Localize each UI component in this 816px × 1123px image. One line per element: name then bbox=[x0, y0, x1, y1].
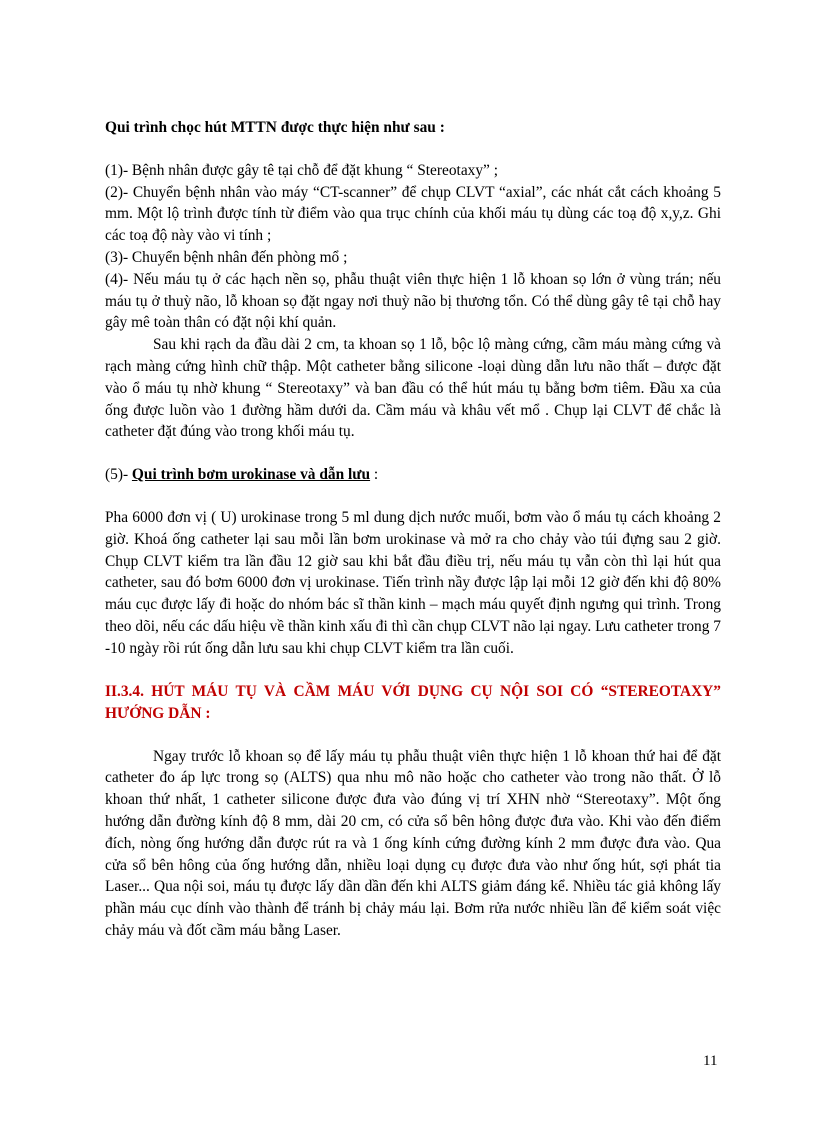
step-5-prefix: (5)- bbox=[105, 466, 132, 484]
spacer bbox=[105, 443, 721, 464]
document-page bbox=[105, 117, 721, 942]
step-5-label: Qui trình bơm urokinase và dẫn lưu bbox=[131, 466, 371, 484]
paragraph-urokinase: Pha 6000 đơn vị ( U) urokinase trong 5 ml dung dịch nước muối, bơm vào ổ máu tụ cách khoảng 2 giờ. Khoá ống catheter lại sau mỗi lần bơm urokinase và mở ra cho chảy vào túi đựng sau 2 giờ. Chụp CLVT kiểm tra lần đầu 12 giờ sau khi bắt đầu điều trị, nếu máu tụ vẫn còn thì lại hút qua catheter, sau đó bơm 6000 đơn vị urokinase. Tiến trình nầy được lập lại mỗi 12 giờ đến khi độ 80% máu cục được lấy đi hoặc do nhóm bác sĩ thần kinh – mạch máu quyết định ngưng qui trình. Trong theo dõi, nếu các dấu hiệu về thần kinh xấu đi thì cần chụp CLVT não lại ngay. Lưu catheter trong 7 -10 ngày rồi rút ống dẫn lưu sau khi chụp CLVT kiểm tra lần cuối. bbox=[105, 508, 721, 657]
section-heading: II.3.4. HÚT MÁU TỤ VÀ CẦM MÁU VỚI DỤNG CỤ NỘI SOI CÓ “STEREOTAXY” HƯỚNG DẪN : bbox=[105, 682, 721, 722]
step-4: (4)- Nếu máu tụ ở các hạch nền sọ, phẫu thuật viên thực hiện 1 lỗ khoan sọ lớn ở vùng trán; nếu máu tụ ở thuỳ não, lỗ khoan sọ đặt ngay nơi thuỳ não bị thương tổn. Có thể dùng gây tê tại chỗ hay gây mê toàn thân có đặt nội khí quản. bbox=[105, 270, 721, 332]
step-2: (2)- Chuyển bệnh nhân vào máy “CT-scanner” để chụp CLVT “axial”, các nhát cắt cách khoảng 5 mm. Một lộ trình được tính từ điểm vào qua trục chính của khối máu tụ dùng các toạ độ x,y,z. Ghi các toạ độ này vào vi tính ; bbox=[105, 183, 721, 245]
paragraph-surgery: Sau khi rạch da đầu dài 2 cm, ta khoan sọ 1 lỗ, bộc lộ màng cứng, cầm máu màng cứng và rạch màng cứng hình chữ thập. Một catheter bằng silicone -loại dùng dẫn lưu não thất – được đặt vào ổ máu tụ nhờ khung “ Stereotaxy” và ban đầu có thể hút máu tụ bằng bơm tiêm. Đầu xa của ống được luồn vào 1 đường hầm dưới da. Cầm máu và khâu vết mổ . Chụp lại CLVT để chắc là catheter đặt đúng vào trong khối máu tụ. bbox=[105, 336, 721, 441]
spacer bbox=[105, 660, 721, 681]
step-5-suffix: : bbox=[370, 466, 379, 484]
procedure-heading: Qui trình chọc hút MTTN được thực hiện như sau : bbox=[105, 119, 445, 136]
page-number: 11 bbox=[703, 1053, 718, 1069]
paragraph-endoscopy: Ngay trước lỗ khoan sọ để lấy máu tụ phẫu thuật viên thực hiện 1 lỗ khoan thứ hai để đặt catheter đo áp lực trong sọ (ALTS) qua nhu mô não hoặc cho catheter vào trong não thất. Ở lỗ khoan thứ nhất, 1 catheter silicone được đưa vào đúng vị trí XHN nhờ “Stereotaxy”. Một ống hướng dẫn đường kính độ 8 mm, dài 20 cm, có cửa sổ bên hông được đưa vào. Khi vào đến điểm đích, nòng ống hướng dẫn được rút ra và 1 ống kính cứng đường kính 2 mm được đưa vào. Qua cửa sổ bên hông của ống hướng dẫn, nhiều loại dụng cụ được đưa vào như ống hút, sợi phát tia Laser... Qua nội soi, máu tụ được lấy dần dần đến khi ALTS giảm đáng kể. Nhiều tác giả không lấy phần máu cục dính vào thành để tránh bị chảy máu lại. Bơm rửa nước nhiều lần để kiểm soát việc chảy máu và đốt cầm máu bằng Laser. bbox=[105, 747, 721, 939]
step-3: (3)- Chuyển bệnh nhân đến phòng mổ ; bbox=[105, 248, 348, 266]
step-5-heading bbox=[105, 464, 721, 486]
step-1: (1)- Bệnh nhân được gây tê tại chỗ để đặt khung “ Stereotaxy” ; bbox=[105, 161, 498, 179]
